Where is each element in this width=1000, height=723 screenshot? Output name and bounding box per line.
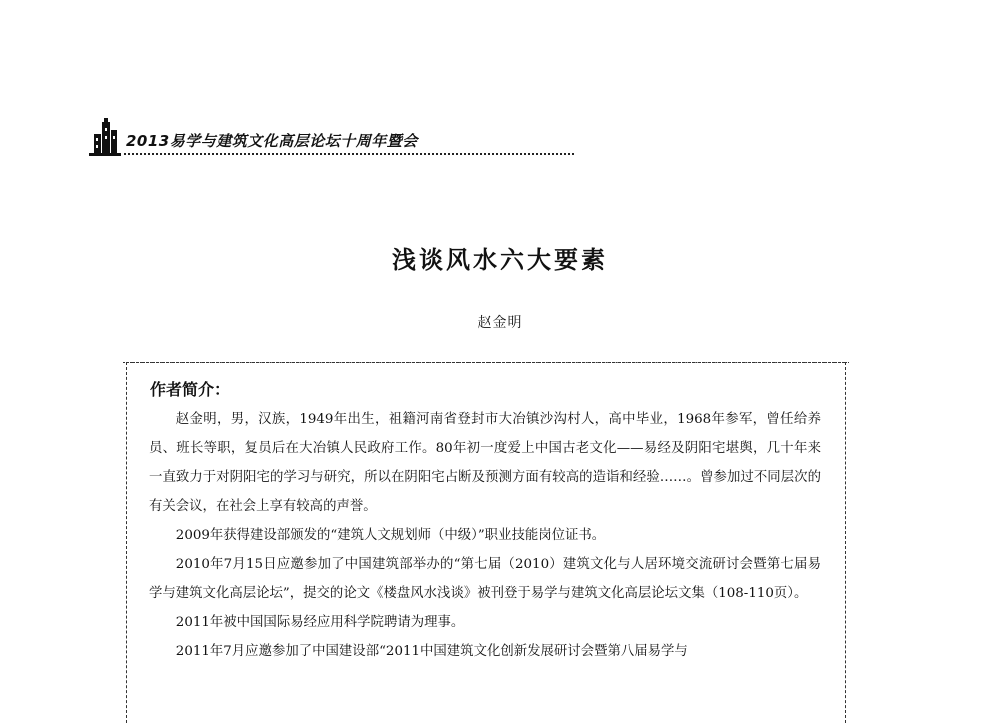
bio-paragraph: 2009年获得建设部颁发的“建筑人文规划师（中级）”职业技能岗位证书。 bbox=[175, 528, 606, 543]
bio-body bbox=[149, 405, 821, 666]
bio-paragraph: 赵金明，男，汉族，1949年出生，祖籍河南省登封市大冶镇沙沟村人，高中毕业，1968年参军，曾任给养员、班长等职，复员后在大冶镇人民政府工作。80年初一度爱上中国古老文化——易经及阴阳宅堪舆，几十年来一直致力于对阴阳宅的学习与研究，所以在阴阳宅占断及预测方面有较高的造诣和经验……。曾参加过不同层次的有关会议，在社会上享有较高的声誉。 bbox=[149, 412, 821, 514]
author-bio-box bbox=[126, 362, 846, 723]
article-title: 浅谈风水六大要素 bbox=[392, 245, 608, 274]
bio-paragraph: 2011年被中国国际易经应用科学院聘请为理事。 bbox=[175, 615, 465, 630]
running-header bbox=[88, 118, 483, 160]
bio-paragraph: 2011年7月应邀参加了中国建设部“2011中国建筑文化创新发展研讨会暨第八届易学与 bbox=[175, 644, 688, 659]
header-divider bbox=[124, 153, 574, 155]
bio-paragraph: 2010年7月15日应邀参加了中国建筑部举办的“第七届（2010）建筑文化与人居环境交流研讨会暨第七届易学与建筑文化高层论坛”，提交的论文《楼盘风水浅谈》被刊登于易学与建筑文化高层论坛文集（108-110页）。 bbox=[149, 557, 821, 601]
bio-heading: 作者简介： bbox=[150, 380, 231, 399]
article-author: 赵金明 bbox=[477, 315, 523, 331]
building-logo-icon bbox=[88, 118, 122, 158]
header-title: 2013易学与建筑文化高层论坛十周年暨会 bbox=[126, 132, 418, 150]
